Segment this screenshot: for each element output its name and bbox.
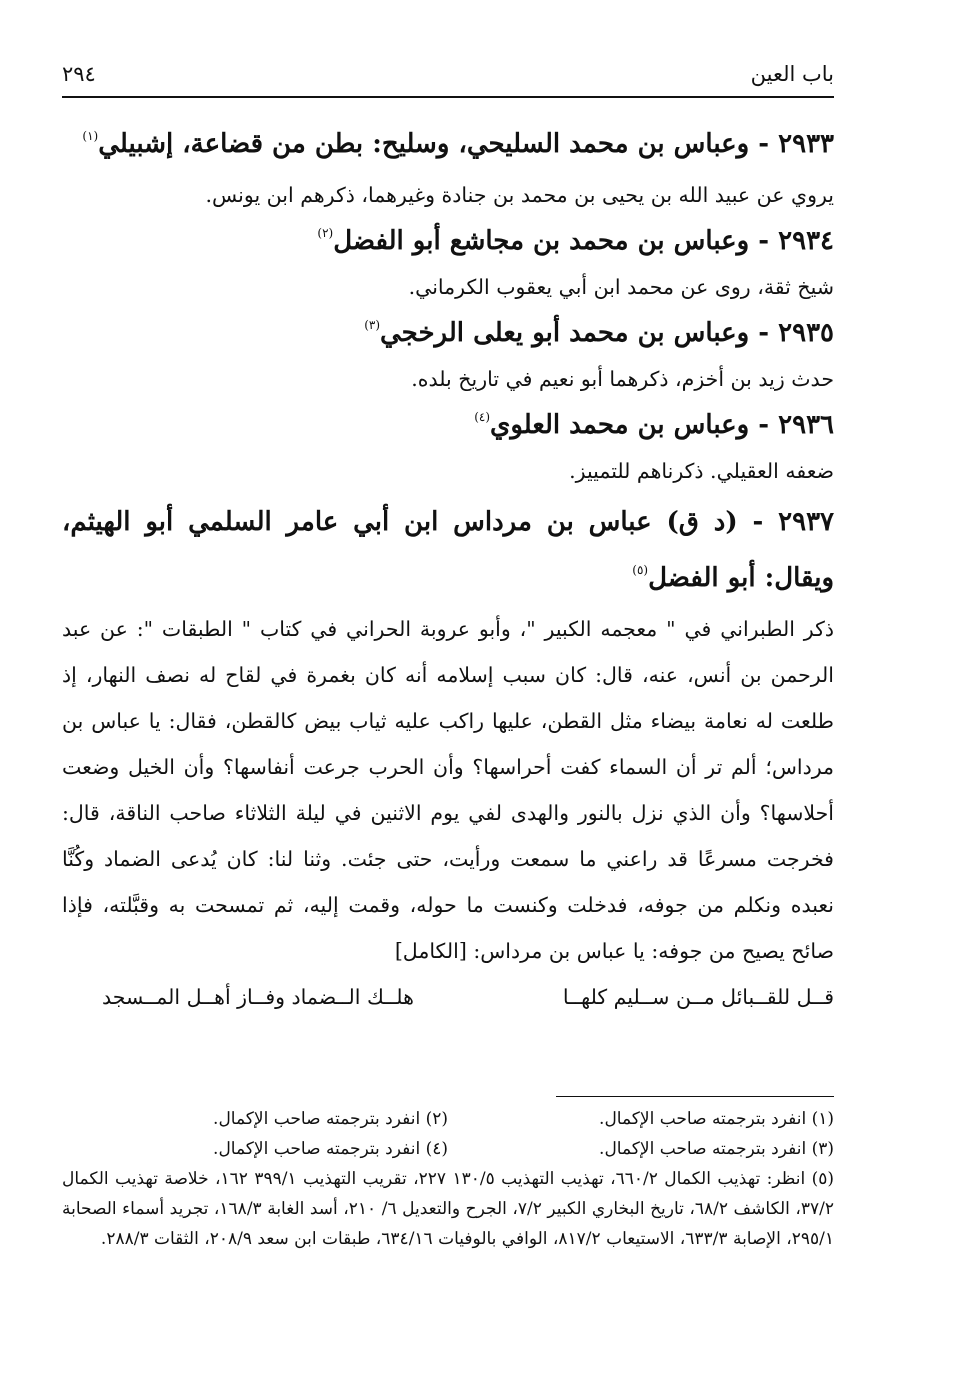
header-rule [62, 96, 834, 98]
footnote-row [62, 1104, 834, 1134]
page-number: ٢٩٤ [62, 62, 96, 86]
footnote-mark: (٢) [317, 226, 334, 240]
entry-text: ضعفه العقيلي. ذكرناهم للتمييز. [569, 459, 834, 483]
entry-heading: ٢٩٣٣ - وعباس بن محمد السليحي، وسليح: بطن من قضاعة، إشبيلي$^{(١)}$ [82, 129, 834, 159]
footnote-mark: (٥) [632, 563, 649, 577]
chapter-title: باب العين [750, 62, 834, 86]
footnote-row [62, 1134, 834, 1164]
entry-text: ذكر الطبراني في " معجمه الكبير "، وأبو عروبة الحراني في كتاب " الطبقات ": عن عبد الرحمن بن أنس، عنه، قال: كان سبب إسلامه أنه كان بغمرة في لقاح له نصف النهار، إذ طلعت له نعامة بيضاء مثل القطن، عليها راكب عليه ثياب بيض كالقطن، فقال: يا عباس بن مرداس؛ ألم تر أن السماء كفت أحراسها؟ وأن الحرب جرعت أنفاسها؟ وأن الخيل وضعت أحلاسها؟ وأن الذي نزل بالنور والهدى لفي يوم الاثنين في ليلة الثلاثاء صاحب الناقة، قال: فخرجت مسرعًا قد راعني ما سمعت ورأيت، حتى جئت. وثنا لنا: كان يُدعى الضماد وكُنَّا نعبده ونكلم من جوفه، فدخلت وكنست ما حوله، وقمت إليه، ثم تمسحت به وقبَّلته، فإذا صائح يصيح من جوفه: يا عباس بن مرداس: [الكامل] [62, 617, 834, 963]
verse-first-hemistich: قــل للقــبائل مــن ســليم كلهــا [562, 985, 834, 1009]
footnote-mark: (١) [82, 129, 99, 143]
entry-text: شيخ ثقة، روى عن محمد ابن أبي يعقوب الكرماني. [408, 275, 834, 299]
main-text [62, 116, 834, 1020]
footnote-rule [556, 1096, 834, 1097]
entry-text: حدث زيد بن أخزم، ذكرهما أبو نعيم في تاريخ بلده. [411, 367, 834, 391]
entry-heading: ٢٩٣٥ - وعباس بن محمد أبو يعلى الرخجي$^{(٣)}$ [364, 318, 834, 348]
verse-second-hemistich: هلــك الــضماد وفــاز أهــل المــسجد [102, 985, 414, 1009]
entry-heading: ٢٩٣٤ - وعباس بن محمد بن مجاشع أبو الفضل$^{(٢)}$ [317, 226, 834, 256]
footnotes [62, 1104, 834, 1254]
footnote-mark: (٤) [474, 410, 491, 424]
entry-heading: ٢٩٣٦ - وعباس بن محمد العلوي$^{(٤)}$ [474, 410, 834, 440]
footnote-3: (٣) انفرد بترجمته صاحب الإكمال. [599, 1139, 834, 1159]
footnote-1: (١) انفرد بترجمته صاحب الإكمال. [599, 1109, 834, 1129]
poetry-verse [62, 974, 834, 1020]
page-header [62, 62, 834, 92]
footnote-5: (٥) انظر: تهذيب الكمال ٦٦٠/٢، تهذيب التهذيب ١٣٠/٥ ٢٢٧، تقريب التهذيب ٣٩٩/١ ١٦٢، خلاصة تهذيب الكمال ٣٧/٢، الكاشف ٦٨/٢، تاريخ البخاري الكبير ٧/٢، الجرح والتعديل ٦/ ٢١٠، أسد الغابة ١٦٨/٣، تجريد أسماء الصحابة ٢٩٥/١، الإصابة ٦٣٣/٣، الاستيعاب ٨١٧/٢، الوافي بالوفيات ٦٣٤/١٦، طبقات ابن سعد ٢٠٨/٩، الثقات ٢٨٨/٣. [62, 1169, 835, 1249]
footnote-2: (٢) انفرد بترجمته صاحب الإكمال. [213, 1109, 448, 1129]
footnote-mark: (٣) [364, 318, 381, 332]
footnote-4: (٤) انفرد بترجمته صاحب الإكمال. [213, 1139, 448, 1159]
entry-heading: ٢٩٣٧ - (د ق) عباس بن مرداس ابن أبي عامر السلمي أبو الهيثم، ويقال: أبو الفضل$^{(٥)}$ [62, 507, 834, 593]
entry-text: يروي عن عبيد الله بن يحيى بن محمد بن جنادة وغيرهما، ذكرهم ابن يونس. [205, 183, 834, 207]
